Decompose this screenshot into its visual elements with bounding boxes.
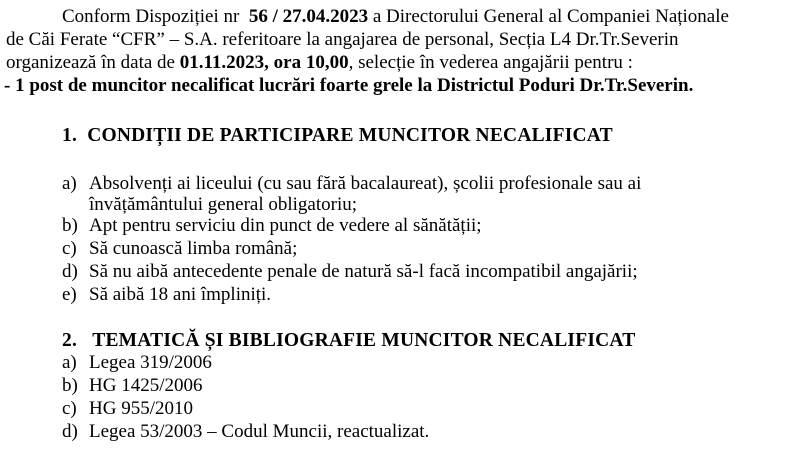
intro-text: Conform Dispoziției nr bbox=[62, 6, 240, 27]
list-item-text: Legea 319/2006 bbox=[89, 352, 212, 373]
list-item bbox=[62, 261, 638, 283]
list-item-text: Legea 53/2003 – Codul Muncii, reactualizat. bbox=[89, 421, 430, 442]
list-item-text: HG 1425/2006 bbox=[89, 375, 203, 396]
section-number: 1. bbox=[62, 125, 78, 146]
intro-text: , selecție în vederea angajării pentru : bbox=[348, 52, 633, 73]
intro-text: organizează în data de bbox=[6, 52, 175, 73]
list-item bbox=[62, 173, 641, 195]
list-marker: b) bbox=[62, 375, 78, 396]
selection-date: 01.11.2023, ora 10,00 bbox=[179, 52, 349, 73]
section-1-heading bbox=[62, 125, 613, 147]
intro-line-4 bbox=[4, 75, 693, 97]
list-item-text: Să cunoască limba română; bbox=[89, 238, 298, 259]
job-post: - 1 post de muncitor necalificat lucrări foarte grele la Districtul Poduri Dr.Tr.Severin. bbox=[4, 75, 694, 96]
list-item-text: învățământului general obligatoriu; bbox=[89, 194, 358, 215]
list-marker: d) bbox=[62, 421, 78, 442]
section-2-heading bbox=[62, 330, 635, 352]
intro-text: a Directorului General al Companiei Naționale bbox=[372, 6, 729, 27]
intro-line-2 bbox=[6, 29, 679, 51]
list-item bbox=[62, 375, 202, 397]
list-item bbox=[62, 238, 297, 260]
section-title: CONDIȚII DE PARTICIPARE MUNCITOR NECALIFICAT bbox=[87, 125, 613, 146]
list-item bbox=[62, 215, 482, 237]
list-item bbox=[62, 398, 193, 420]
list-item-text: HG 955/2010 bbox=[89, 398, 193, 419]
list-marker: a) bbox=[62, 173, 77, 194]
intro-text: de Căi Ferate “CFR” – S.A. referitoare la angajarea de personal, Secția L4 Dr.Tr.Severin bbox=[6, 29, 679, 50]
disposition-number: 56 / 27.04.2023 bbox=[248, 6, 369, 27]
list-marker: c) bbox=[62, 398, 77, 419]
list-item-text: Să nu aibă antecedente penale de natură să-l facă incompatibil angajării; bbox=[89, 261, 638, 282]
list-item-continuation bbox=[89, 194, 357, 216]
list-item bbox=[62, 421, 429, 443]
list-item-text: Apt pentru serviciu din punct de vedere al sănătății; bbox=[89, 215, 482, 236]
list-item-text: Absolvenți ai liceului (cu sau fără bacalaureat), școlii profesionale sau ai bbox=[89, 173, 642, 194]
list-item bbox=[62, 284, 271, 306]
intro-line-3 bbox=[6, 52, 633, 74]
section-number: 2. bbox=[62, 330, 78, 351]
list-item-text: Să aibă 18 ani împliniți. bbox=[89, 284, 272, 305]
list-marker: b) bbox=[62, 215, 78, 236]
list-marker: c) bbox=[62, 238, 77, 259]
list-marker: d) bbox=[62, 261, 78, 282]
section-title: TEMATICĂ ȘI BIBLIOGRAFIE MUNCITOR NECALIFICAT bbox=[92, 330, 636, 351]
list-item bbox=[62, 352, 212, 374]
intro-line-1 bbox=[62, 6, 729, 28]
list-marker: e) bbox=[62, 284, 77, 305]
list-marker: a) bbox=[62, 352, 77, 373]
